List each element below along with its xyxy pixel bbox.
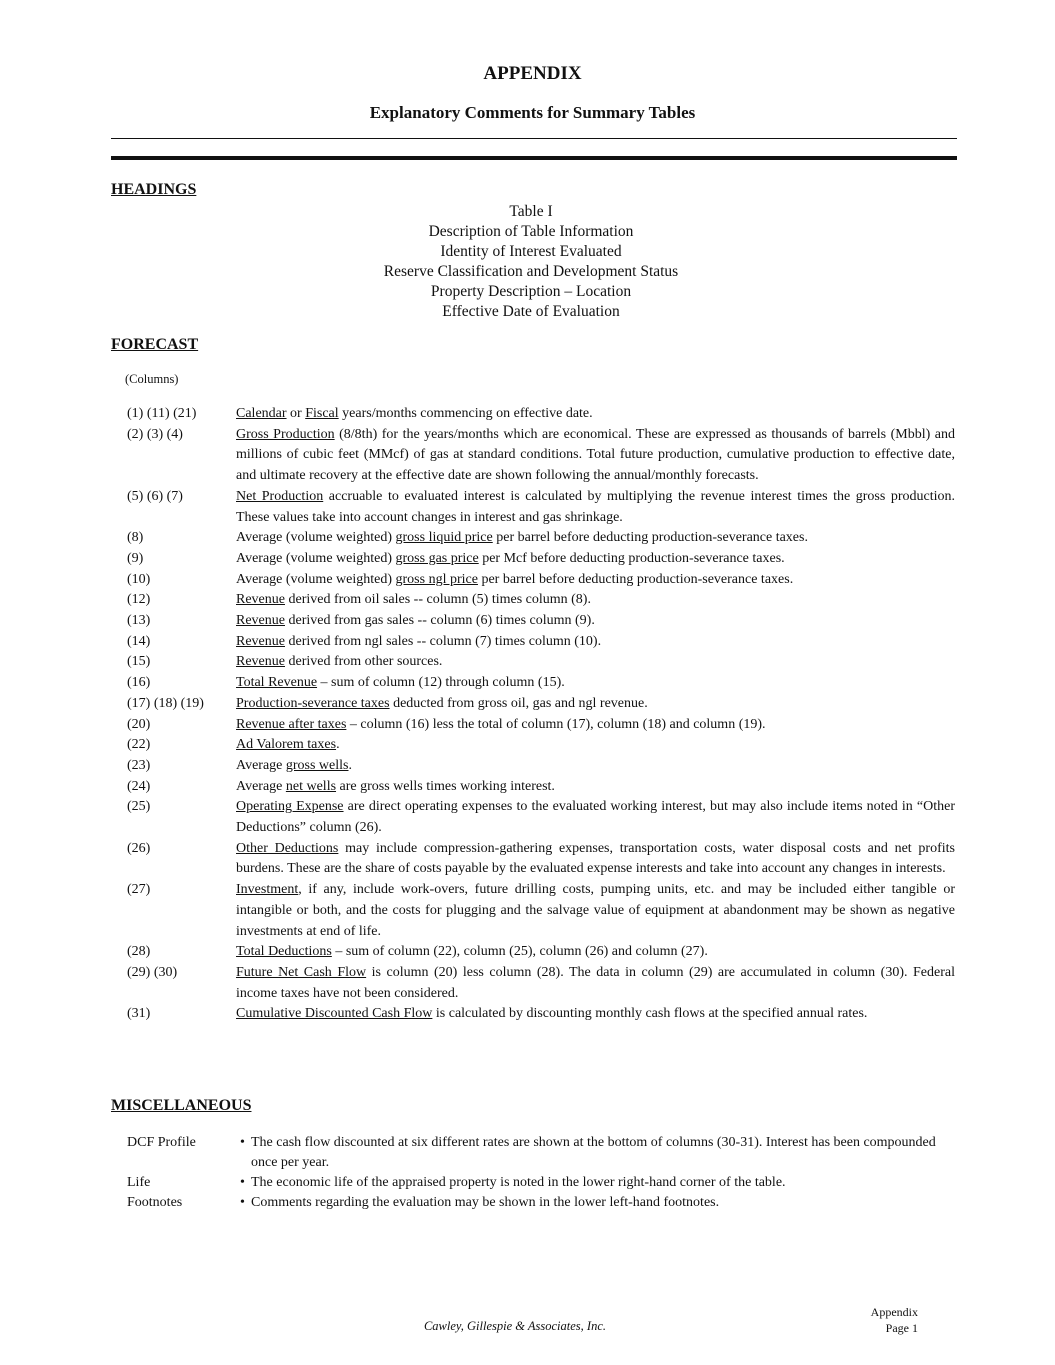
forecast-list	[127, 404, 955, 1025]
column-number: (9)	[127, 550, 144, 566]
forecast-row	[127, 487, 955, 528]
section-heading-miscellaneous: MISCELLANEOUS	[111, 1097, 252, 1114]
column-description: Gross Production (8/8th) for the years/months which are economical. These are expressed as thousands of barrels (Mbbl) and millions of cubic feet (MMcf) of gas at standard conditions. Total future production, cumulative production to effective date, and ultimate recovery at the effective date are shown following the annual/monthly forecasts.	[236, 426, 955, 484]
column-description: Net Production accruable to evaluated interest is calculated by multiplying the revenue interest times the gross production. These values take into account changes in interest and gas shrinkage.	[236, 488, 956, 525]
column-description: Average (volume weighted) gross gas price per Mcf before deducting production-severance taxes.	[236, 550, 785, 566]
forecast-row	[127, 715, 955, 736]
divider-thin	[111, 138, 957, 139]
column-description: Revenue derived from ngl sales -- column (7) times column (10).	[236, 633, 602, 649]
page-subtitle: Explanatory Comments for Summary Tables	[369, 103, 696, 122]
heading-line: Description of Table Information	[428, 223, 634, 240]
column-description: Average net wells are gross wells times working interest.	[236, 778, 555, 794]
column-description: Average (volume weighted) gross ngl price per barrel before deducting production-severance taxes.	[236, 571, 794, 587]
column-description: Production-severance taxes deducted from gross oil, gas and ngl revenue.	[236, 695, 648, 711]
forecast-row	[127, 777, 955, 798]
misc-text: The economic life of the appraised property is noted in the lower right-hand corner of the table.	[251, 1175, 786, 1190]
heading-line: Table I	[509, 203, 553, 220]
column-number: (29) (30)	[127, 964, 178, 980]
column-description: Ad Valorem taxes.	[236, 737, 340, 753]
misc-term: DCF Profile	[127, 1135, 196, 1150]
heading-line: Identity of Interest Evaluated	[440, 243, 622, 260]
column-number: (10)	[127, 571, 151, 587]
column-number: (25)	[127, 799, 151, 815]
bullet: •	[240, 1175, 245, 1190]
forecast-row	[127, 611, 955, 632]
misc-term: Life	[127, 1175, 151, 1190]
column-number: (24)	[127, 778, 151, 794]
footer-company: Cawley, Gillespie & Associates, Inc.	[423, 1319, 607, 1333]
column-number: (14)	[127, 633, 151, 649]
column-description: Operating Expense are direct operating expenses to the evaluated working interest, but may also include items noted in “Other Deductions” column (26).	[236, 799, 955, 836]
column-number: (23)	[127, 757, 151, 773]
section-heading-forecast: FORECAST	[111, 336, 199, 353]
bullet: •	[240, 1195, 245, 1210]
footer-page-number: Page 1	[885, 1321, 918, 1335]
forecast-row	[127, 590, 955, 611]
column-description: Calendar or Fiscal years/months commencing on effective date.	[236, 406, 593, 421]
column-description: Average (volume weighted) gross liquid price per barrel before deducting production-severance taxes.	[236, 530, 808, 546]
column-number: (22)	[127, 737, 151, 753]
column-number: (31)	[127, 1006, 151, 1022]
column-number: (28)	[127, 944, 151, 960]
forecast-row	[127, 797, 955, 838]
column-description: Future Net Cash Flow is column (20) less column (28). The data in column (29) are accumulated in column (30). Federal income taxes have not been considered.	[236, 964, 955, 1001]
column-description: Total Revenue – sum of column (12) through column (15).	[236, 675, 565, 691]
forecast-row	[127, 404, 955, 425]
column-description: Investment, if any, include work-overs, future drilling costs, pumping units, etc. and may be included either tangible or intangible or both, and the costs for plugging and the salvage value of equipment at abandonment may be shown as negative investments at end of life.	[236, 882, 955, 939]
column-description: Revenue derived from oil sales -- column (5) times column (8).	[236, 592, 591, 608]
column-description: Revenue after taxes – column (16) less the total of column (17), column (18) and column (19).	[236, 716, 766, 732]
column-number: (16)	[127, 675, 151, 691]
forecast-row	[127, 963, 955, 1004]
footer-appendix-label: Appendix	[870, 1305, 918, 1319]
misc-row	[127, 1173, 955, 1193]
column-number: (12)	[127, 592, 151, 608]
page-title: APPENDIX	[483, 63, 582, 84]
forecast-row	[127, 549, 955, 570]
forecast-row	[127, 735, 955, 756]
column-number: (27)	[127, 882, 151, 898]
column-number: (13)	[127, 613, 151, 629]
heading-line: Reserve Classification and Development Status	[383, 263, 679, 280]
column-number: (26)	[127, 840, 151, 856]
forecast-row	[127, 570, 955, 591]
forecast-row	[127, 756, 955, 777]
footer-page-info	[860, 1304, 918, 1336]
bullet: •	[240, 1135, 245, 1150]
forecast-row	[127, 694, 955, 715]
miscellaneous-list	[127, 1133, 955, 1213]
column-number: (5) (6) (7)	[127, 488, 183, 504]
column-number: (15)	[127, 654, 151, 670]
forecast-row	[127, 652, 955, 673]
column-description: Revenue derived from gas sales -- column (6) times column (9).	[236, 613, 595, 629]
divider-thick	[111, 156, 957, 160]
column-description: Average gross wells.	[236, 757, 352, 773]
forecast-row	[127, 942, 955, 963]
forecast-row	[127, 673, 955, 694]
column-number: (2) (3) (4)	[127, 426, 183, 442]
forecast-row	[127, 839, 955, 880]
columns-note: (Columns)	[125, 372, 179, 386]
column-number: (1) (11) (21)	[127, 406, 197, 421]
misc-row	[127, 1193, 955, 1213]
heading-line: Effective Date of Evaluation	[442, 303, 620, 320]
misc-term: Footnotes	[127, 1195, 183, 1210]
heading-line: Property Description – Location	[430, 283, 632, 300]
misc-text: Comments regarding the evaluation may be shown in the lower left-hand footnotes.	[251, 1195, 720, 1210]
forecast-row	[127, 880, 955, 942]
column-description: Cumulative Discounted Cash Flow is calculated by discounting monthly cash flows at the specified annual rates.	[236, 1006, 868, 1022]
forecast-row	[127, 528, 955, 549]
section-heading-headings: HEADINGS	[111, 181, 197, 198]
column-number: (20)	[127, 716, 151, 732]
column-number: (17) (18) (19)	[127, 695, 204, 711]
column-description: Total Deductions – sum of column (22), column (25), column (26) and column (27).	[236, 944, 708, 960]
headings-list	[0, 202, 1055, 322]
column-description: Revenue derived from other sources.	[236, 654, 443, 670]
column-description: Other Deductions may include compression-gathering expenses, transportation costs, water disposal costs and net profits burdens. These are the share of costs payable by the evaluated expense interests and take into account any changes in interests.	[236, 840, 955, 877]
misc-text: The cash flow discounted at six different rates are shown at the bottom of columns (30-31). Interest has been compounded once per year.	[251, 1135, 936, 1170]
forecast-row	[127, 425, 955, 487]
column-number: (8)	[127, 530, 144, 546]
forecast-row	[127, 1004, 955, 1025]
forecast-row	[127, 632, 955, 653]
misc-row	[127, 1133, 955, 1173]
